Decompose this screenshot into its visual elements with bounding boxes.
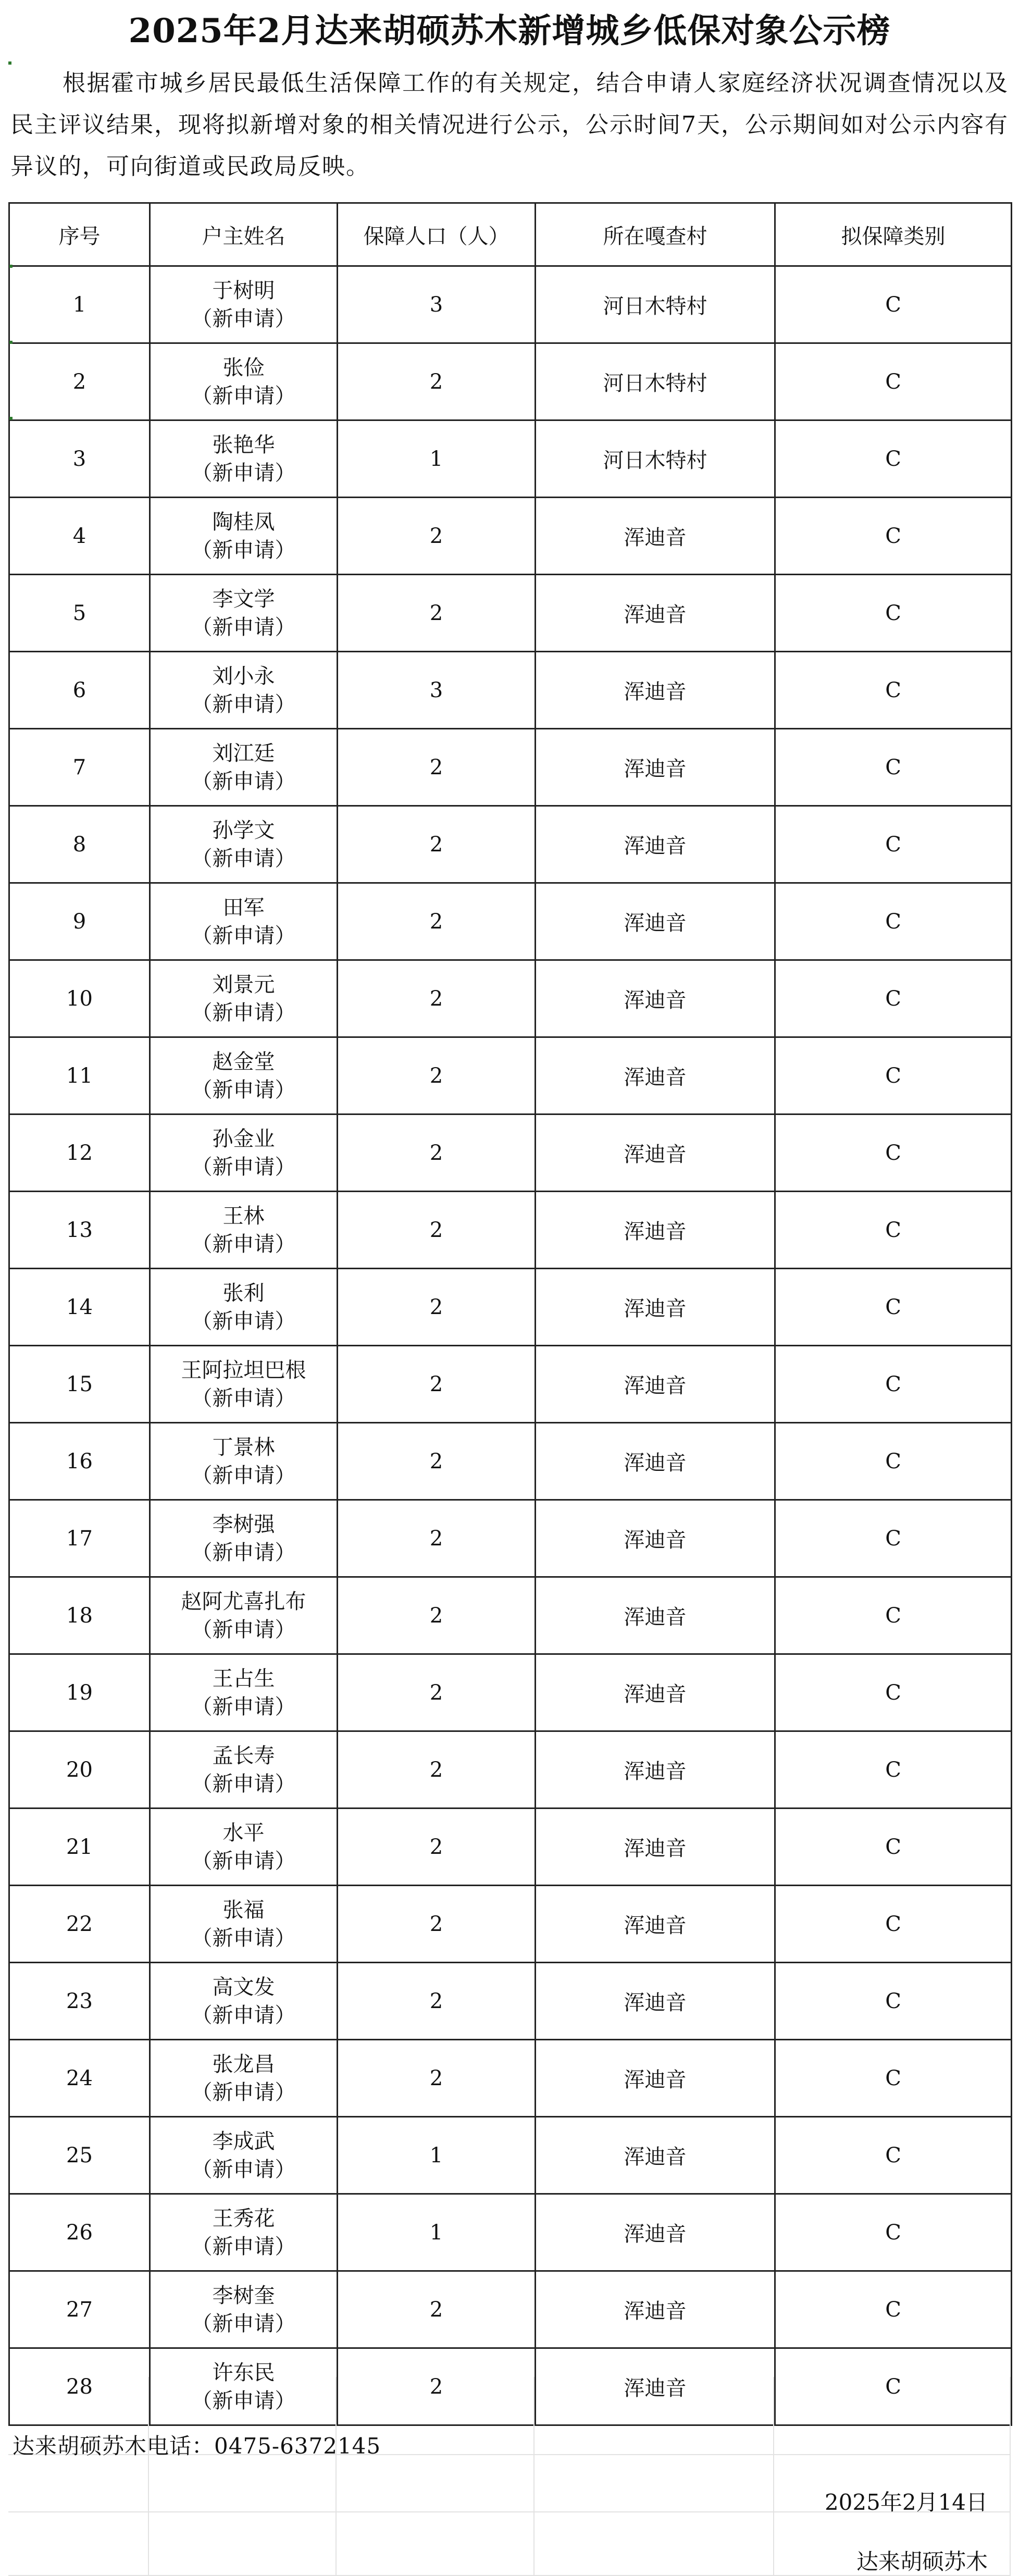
row-number: 1 xyxy=(9,266,150,343)
householder-cell xyxy=(150,575,338,652)
contact-phone: 达来胡硕苏木电话：0475-6372145 xyxy=(13,2433,381,2459)
header-no: 序号 xyxy=(9,203,150,266)
support-category: C xyxy=(775,1963,1012,2040)
householder-name: 丁景林 xyxy=(212,1435,275,1459)
row-number: 22 xyxy=(9,1886,150,1963)
application-note: （新申请） xyxy=(191,461,296,485)
householder-cell xyxy=(150,1500,338,1577)
table-row xyxy=(9,1269,1012,1346)
covered-people: 2 xyxy=(338,729,536,806)
householder-name: 赵阿尤喜扎布 xyxy=(181,1589,306,1614)
householder-cell xyxy=(150,883,338,960)
covered-people: 2 xyxy=(338,1654,536,1731)
village: 浑迪音 xyxy=(536,2040,775,2117)
table-row xyxy=(9,1037,1012,1114)
support-category: C xyxy=(775,729,1012,806)
support-category: C xyxy=(775,2271,1012,2348)
householder-cell xyxy=(150,1731,338,1809)
support-category: C xyxy=(775,1654,1012,1731)
householder-cell xyxy=(150,2040,338,2117)
covered-people: 2 xyxy=(338,1809,536,1886)
householder-name: 高文发 xyxy=(212,1975,275,1999)
row-number: 5 xyxy=(9,575,150,652)
application-note: （新申请） xyxy=(191,923,296,948)
village: 浑迪音 xyxy=(536,883,775,960)
village: 浑迪音 xyxy=(536,1886,775,1963)
row-number: 2 xyxy=(9,343,150,420)
householder-cell xyxy=(150,1423,338,1500)
application-note: （新申请） xyxy=(191,1849,296,1873)
householder-name: 刘小永 xyxy=(212,664,275,688)
row-number: 19 xyxy=(9,1654,150,1731)
village: 河日木特村 xyxy=(536,420,775,498)
village: 浑迪音 xyxy=(536,498,775,575)
support-category: C xyxy=(775,960,1012,1037)
householder-name: 张龙昌 xyxy=(212,2052,275,2076)
covered-people: 2 xyxy=(338,960,536,1037)
householder-cell xyxy=(150,1809,338,1886)
cell-marker xyxy=(8,61,11,65)
application-note: （新申请） xyxy=(191,538,296,562)
row-number: 24 xyxy=(9,2040,150,2117)
support-category: C xyxy=(775,1809,1012,1886)
table-row xyxy=(9,806,1012,883)
householder-cell xyxy=(150,806,338,883)
table-row xyxy=(9,1886,1012,1963)
householder-cell xyxy=(150,420,338,498)
row-number: 11 xyxy=(9,1037,150,1114)
cell-marker xyxy=(9,341,13,344)
support-category: C xyxy=(775,883,1012,960)
householder-name: 孙学文 xyxy=(212,818,275,843)
village: 浑迪音 xyxy=(536,729,775,806)
covered-people: 1 xyxy=(338,2117,536,2194)
table-row xyxy=(9,1346,1012,1423)
village: 浑迪音 xyxy=(536,806,775,883)
covered-people: 2 xyxy=(338,806,536,883)
householder-name: 李文学 xyxy=(212,587,275,611)
village: 浑迪音 xyxy=(536,1192,775,1269)
table-row xyxy=(9,1963,1012,2040)
footer-grid-cell xyxy=(8,2512,149,2576)
village: 浑迪音 xyxy=(536,1423,775,1500)
householder-name: 王阿拉坦巴根 xyxy=(181,1358,306,1382)
householder-name: 王林 xyxy=(222,1204,265,1228)
support-category: C xyxy=(775,1346,1012,1423)
householder-name: 李树奎 xyxy=(212,2283,275,2308)
support-category: C xyxy=(775,1577,1012,1654)
table-row xyxy=(9,1809,1012,1886)
footer-grid-cell xyxy=(535,2512,774,2576)
table-row xyxy=(9,1654,1012,1731)
covered-people: 1 xyxy=(338,420,536,498)
village: 浑迪音 xyxy=(536,1114,775,1192)
row-number: 6 xyxy=(9,652,150,729)
village: 浑迪音 xyxy=(536,2348,775,2425)
table-row xyxy=(9,575,1012,652)
table-row xyxy=(9,1577,1012,1654)
support-category: C xyxy=(775,1731,1012,1809)
table-row xyxy=(9,343,1012,420)
covered-people: 2 xyxy=(338,1037,536,1114)
covered-people: 2 xyxy=(338,1346,536,1423)
householder-cell xyxy=(150,1886,338,1963)
householder-cell xyxy=(150,1654,338,1731)
householder-cell xyxy=(150,1192,338,1269)
support-category: C xyxy=(775,498,1012,575)
table-row xyxy=(9,2117,1012,2194)
covered-people: 2 xyxy=(338,1500,536,1577)
footer-grid-cell xyxy=(8,2455,149,2512)
table-row xyxy=(9,1114,1012,1192)
village: 浑迪音 xyxy=(536,1500,775,1577)
householder-name: 李成武 xyxy=(212,2129,275,2153)
support-category: C xyxy=(775,1886,1012,1963)
application-note: （新申请） xyxy=(191,2157,296,2182)
footer-grid-cell xyxy=(337,2512,535,2576)
cell-marker xyxy=(9,265,13,268)
householder-name: 孙金业 xyxy=(212,1126,275,1151)
footer-grid-cell xyxy=(149,2455,337,2512)
covered-people: 2 xyxy=(338,343,536,420)
application-note: （新申请） xyxy=(191,2080,296,2104)
householder-name: 王秀花 xyxy=(212,2206,275,2231)
table-row xyxy=(9,420,1012,498)
covered-people: 2 xyxy=(338,1963,536,2040)
covered-people: 2 xyxy=(338,1114,536,1192)
header-people: 保障人口（人） xyxy=(338,203,536,266)
covered-people: 2 xyxy=(338,2348,536,2425)
row-number: 13 xyxy=(9,1192,150,1269)
householder-name: 陶桂凤 xyxy=(212,510,275,534)
village: 浑迪音 xyxy=(536,2117,775,2194)
householder-cell xyxy=(150,960,338,1037)
covered-people: 2 xyxy=(338,575,536,652)
householder-cell xyxy=(150,2271,338,2348)
row-number: 28 xyxy=(9,2348,150,2425)
footer-grid-cell xyxy=(535,2455,774,2512)
householder-cell xyxy=(150,652,338,729)
householder-name: 王占生 xyxy=(212,1666,275,1691)
village: 河日木特村 xyxy=(536,343,775,420)
householder-name: 张艳华 xyxy=(212,432,275,457)
householder-cell xyxy=(150,498,338,575)
householder-cell xyxy=(150,1114,338,1192)
village: 浑迪音 xyxy=(536,652,775,729)
footer-area xyxy=(8,2377,1011,2576)
application-note: （新申请） xyxy=(191,1000,296,1025)
support-category: C xyxy=(775,420,1012,498)
row-number: 21 xyxy=(9,1809,150,1886)
village: 浑迪音 xyxy=(536,575,775,652)
row-number: 3 xyxy=(9,420,150,498)
householder-cell xyxy=(150,1346,338,1423)
householder-name: 赵金堂 xyxy=(212,1049,275,1074)
covered-people: 2 xyxy=(338,1886,536,1963)
village: 河日木特村 xyxy=(536,266,775,343)
village: 浑迪音 xyxy=(536,960,775,1037)
application-note: （新申请） xyxy=(191,2388,296,2413)
householder-name: 孟长寿 xyxy=(212,1743,275,1768)
row-number: 7 xyxy=(9,729,150,806)
table-row xyxy=(9,1731,1012,1809)
village: 浑迪音 xyxy=(536,1731,775,1809)
application-note: （新申请） xyxy=(191,2234,296,2259)
covered-people: 2 xyxy=(338,1192,536,1269)
support-category: C xyxy=(775,1423,1012,1500)
footer-grid-cell xyxy=(535,2377,774,2455)
householder-cell xyxy=(150,266,338,343)
table-header-row xyxy=(9,203,1012,266)
householder-cell xyxy=(150,2194,338,2271)
table-row xyxy=(9,652,1012,729)
covered-people: 2 xyxy=(338,1577,536,1654)
table-row xyxy=(9,2271,1012,2348)
support-category: C xyxy=(775,2117,1012,2194)
row-number: 18 xyxy=(9,1577,150,1654)
application-note: （新申请） xyxy=(191,615,296,639)
application-note: （新申请） xyxy=(191,1772,296,1796)
table-row xyxy=(9,2194,1012,2271)
footer-grid-cell xyxy=(774,2377,1011,2455)
householder-cell xyxy=(150,1577,338,1654)
header-name: 户主姓名 xyxy=(150,203,338,266)
application-note: （新申请） xyxy=(191,383,296,408)
support-category: C xyxy=(775,575,1012,652)
row-number: 25 xyxy=(9,2117,150,2194)
householder-cell xyxy=(150,343,338,420)
row-number: 14 xyxy=(9,1269,150,1346)
householder-cell xyxy=(150,2117,338,2194)
issuing-organization: 达来胡硕苏木 xyxy=(856,2549,988,2574)
row-number: 20 xyxy=(9,1731,150,1809)
support-category: C xyxy=(775,1500,1012,1577)
application-note: （新申请） xyxy=(191,1078,296,1102)
footer-grid-cell xyxy=(149,2512,337,2576)
application-note: （新申请） xyxy=(191,1617,296,1642)
table-row xyxy=(9,960,1012,1037)
table-row xyxy=(9,266,1012,343)
support-category: C xyxy=(775,2040,1012,2117)
householder-name: 李树强 xyxy=(212,1512,275,1537)
village: 浑迪音 xyxy=(536,2194,775,2271)
householder-name: 张利 xyxy=(222,1281,265,1305)
table-row xyxy=(9,729,1012,806)
application-note: （新申请） xyxy=(191,1386,296,1410)
application-note: （新申请） xyxy=(191,2003,296,2027)
householder-name: 田军 xyxy=(222,895,265,920)
application-note: （新申请） xyxy=(191,1309,296,1333)
householder-cell xyxy=(150,1963,338,2040)
householder-cell xyxy=(150,729,338,806)
householder-name: 刘景元 xyxy=(212,972,275,997)
header-category: 拟保障类别 xyxy=(775,203,1012,266)
covered-people: 2 xyxy=(338,2271,536,2348)
table-row xyxy=(9,1192,1012,1269)
support-category: C xyxy=(775,343,1012,420)
row-number: 15 xyxy=(9,1346,150,1423)
recipients-table xyxy=(8,202,1012,2426)
table-row xyxy=(9,2040,1012,2117)
row-number: 8 xyxy=(9,806,150,883)
row-number: 12 xyxy=(9,1114,150,1192)
covered-people: 2 xyxy=(338,1423,536,1500)
header-village: 所在嘎查村 xyxy=(536,203,775,266)
covered-people: 1 xyxy=(338,2194,536,2271)
notice-date: 2025年2月14日 xyxy=(824,2490,988,2515)
application-note: （新申请） xyxy=(191,1463,296,1488)
table-row xyxy=(9,1500,1012,1577)
householder-name: 张俭 xyxy=(222,355,265,380)
village: 浑迪音 xyxy=(536,1577,775,1654)
village: 浑迪音 xyxy=(536,1963,775,2040)
row-number: 4 xyxy=(9,498,150,575)
row-number: 10 xyxy=(9,960,150,1037)
application-note: （新申请） xyxy=(191,1232,296,1256)
application-note: （新申请） xyxy=(191,306,296,331)
village: 浑迪音 xyxy=(536,1037,775,1114)
support-category: C xyxy=(775,2194,1012,2271)
support-category: C xyxy=(775,1114,1012,1192)
village: 浑迪音 xyxy=(536,2271,775,2348)
village: 浑迪音 xyxy=(536,1346,775,1423)
covered-people: 2 xyxy=(338,883,536,960)
village: 浑迪音 xyxy=(536,1269,775,1346)
row-number: 17 xyxy=(9,1500,150,1577)
application-note: （新申请） xyxy=(191,2311,296,2336)
row-number: 27 xyxy=(9,2271,150,2348)
row-number: 23 xyxy=(9,1963,150,2040)
householder-cell xyxy=(150,1269,338,1346)
table-body xyxy=(9,266,1012,2425)
covered-people: 2 xyxy=(338,1731,536,1809)
intro-paragraph: 根据霍市城乡居民最低生活保障工作的有关规定，结合申请人家庭经济状况调查情况以及民主评议结果，现将拟新增对象的相关情况进行公示，公示时间7天，公示期间如对公示内容有异议的，可向街道或民政局反映。 xyxy=(10,70,1009,180)
row-number: 16 xyxy=(9,1423,150,1500)
covered-people: 2 xyxy=(338,2040,536,2117)
application-note: （新申请） xyxy=(191,692,296,716)
householder-name: 水平 xyxy=(222,1820,265,1845)
application-note: （新申请） xyxy=(191,1155,296,1179)
covered-people: 3 xyxy=(338,266,536,343)
row-number: 9 xyxy=(9,883,150,960)
application-note: （新申请） xyxy=(191,1540,296,1565)
covered-people: 2 xyxy=(338,1269,536,1346)
footer-grid-cell xyxy=(337,2455,535,2512)
householder-name: 刘江廷 xyxy=(212,741,275,765)
application-note: （新申请） xyxy=(191,1694,296,1719)
householder-name: 许东民 xyxy=(212,2360,275,2385)
support-category: C xyxy=(775,1192,1012,1269)
row-number: 26 xyxy=(9,2194,150,2271)
covered-people: 3 xyxy=(338,652,536,729)
table-row xyxy=(9,883,1012,960)
householder-name: 张福 xyxy=(222,1898,265,1922)
support-category: C xyxy=(775,806,1012,883)
application-note: （新申请） xyxy=(191,846,296,871)
support-category: C xyxy=(775,652,1012,729)
village: 浑迪音 xyxy=(536,1654,775,1731)
application-note: （新申请） xyxy=(191,769,296,794)
page-title: 2025年2月达来胡硕苏木新增城乡低保对象公示榜 xyxy=(128,11,891,51)
support-category: C xyxy=(775,2348,1012,2425)
cell-marker xyxy=(9,417,13,420)
householder-cell xyxy=(150,1037,338,1114)
table-row xyxy=(9,1423,1012,1500)
householder-name: 于树明 xyxy=(212,278,275,303)
support-category: C xyxy=(775,1269,1012,1346)
application-note: （新申请） xyxy=(191,1926,296,1950)
village: 浑迪音 xyxy=(536,1809,775,1886)
table-row xyxy=(9,498,1012,575)
covered-people: 2 xyxy=(338,498,536,575)
support-category: C xyxy=(775,266,1012,343)
support-category: C xyxy=(775,1037,1012,1114)
